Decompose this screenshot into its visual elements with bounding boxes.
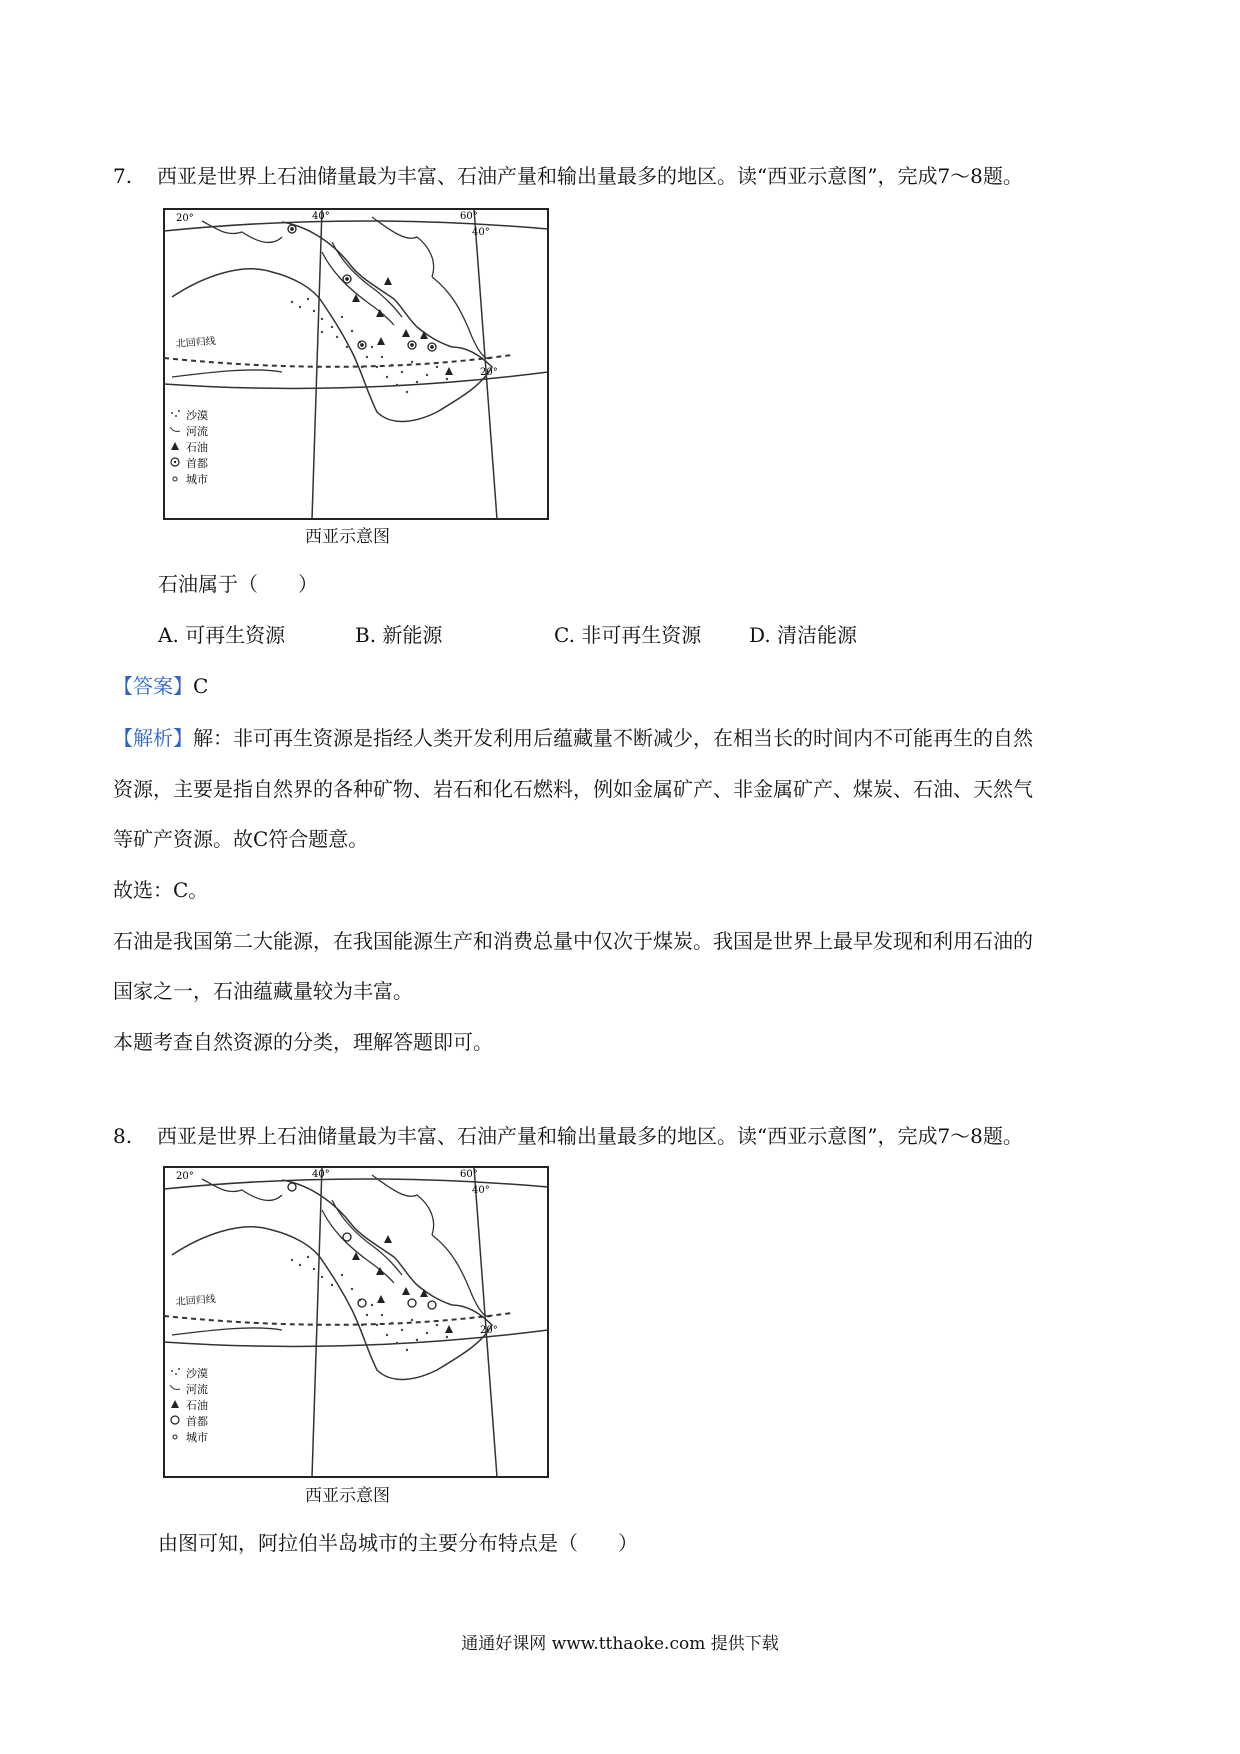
q7-option-b: B. 新能源 [355, 623, 443, 647]
q7-analysis-line-2: 资源，主要是指自然界的各种矿物、岩石和化石燃料，例如金属矿产、非金属矿产、煤炭、石油、天然气 [113, 777, 1033, 801]
legend-capital: 首都 [186, 457, 208, 470]
q7-analysis-line-3: 等矿产资源。故C符合题意。 [113, 827, 369, 851]
lon-label-20-b: 20° [176, 1171, 194, 1182]
lat-label-40: 40° [472, 227, 490, 238]
map-caption-1: 西亚示意图 [305, 527, 390, 547]
legend-desert-b: 沙漠 [186, 1367, 208, 1380]
west-asia-map-1 [162, 207, 550, 521]
q7-analysis-line-1 [113, 724, 1033, 752]
legend-river-b: 河流 [186, 1383, 208, 1396]
answer-tag: 【答案】 [113, 674, 193, 698]
q7-option-d: D. 清洁能源 [749, 623, 858, 647]
lat-label-20: 20° [480, 367, 498, 378]
lon-label-60-b: 60° [460, 1169, 478, 1180]
q7-answer-line [113, 672, 208, 700]
analysis-tag: 【解析】 [113, 726, 193, 750]
legend-city: 城市 [186, 473, 208, 486]
legend-city-b: 城市 [186, 1431, 208, 1444]
analysis-text-1: 解：非可再生资源是指经人类开发利用后蕴藏量不断减少，在相当长的时间内不可能再生的自然 [193, 726, 1033, 750]
q7-extra-3: 本题考查自然资源的分类，理解答题即可。 [113, 1030, 493, 1054]
q7-number: 7. [113, 164, 133, 188]
lon-label-40: 40° [312, 211, 330, 222]
q7-stem: 西亚是世界上石油储量最为丰富、石油产量和输出量最多的地区。读“西亚示意图”，完成7～8题。 [157, 164, 1023, 188]
answer-value: C [193, 674, 209, 698]
map-caption-2: 西亚示意图 [305, 1486, 390, 1506]
tropic-label-b: 北回归线 [175, 1294, 217, 1308]
q7-option-c: C. 非可再生资源 [554, 623, 702, 647]
q7-question: 石油属于（ ） [158, 572, 318, 596]
legend-oil-b: 石油 [186, 1399, 208, 1412]
q7-extra-1: 石油是我国第二大能源，在我国能源生产和消费总量中仅次于煤炭。我国是世界上最早发现和利用石油的 [113, 929, 1033, 953]
q7-extra-2: 国家之一，石油蕴藏量较为丰富。 [113, 979, 413, 1003]
page-footer: 通通好课网 www.tthaoke.com 提供下载 [461, 1634, 779, 1654]
q8-stem: 西亚是世界上石油储量最为丰富、石油产量和输出量最多的地区。读“西亚示意图”，完成7～8题。 [157, 1124, 1023, 1148]
legend-capital-b: 首都 [186, 1415, 208, 1428]
q7-choose: 故选：C。 [113, 878, 209, 902]
legend-river: 河流 [186, 425, 208, 438]
map-svg-2 [162, 1165, 550, 1479]
tropic-label: 北回归线 [175, 336, 217, 350]
lon-label-60: 60° [460, 211, 478, 222]
lon-label-20: 20° [176, 213, 194, 224]
lat-label-20-b: 20° [480, 1325, 498, 1336]
map-svg [162, 207, 550, 521]
map-frame [164, 209, 548, 519]
lon-label-40-b: 40° [312, 1169, 330, 1180]
q7-option-a: A. 可再生资源 [158, 623, 286, 647]
lat-label-40-b: 40° [472, 1185, 490, 1196]
west-asia-map-2 [162, 1165, 550, 1479]
legend-desert: 沙漠 [186, 409, 208, 422]
q8-number: 8. [113, 1124, 133, 1148]
q8-question: 由图可知，阿拉伯半岛城市的主要分布特点是（ ） [158, 1531, 638, 1555]
legend-oil: 石油 [186, 441, 208, 454]
